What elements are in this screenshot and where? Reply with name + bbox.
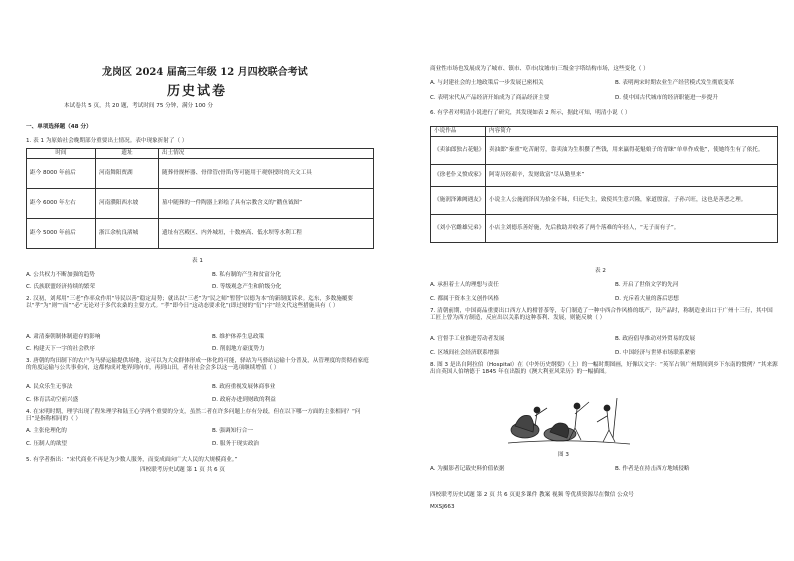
table-caption: 表 2 bbox=[595, 268, 606, 274]
option-d: D. 服务于现实政治 bbox=[212, 441, 260, 447]
option-a: A. 为摄影者记载史料价值依据 bbox=[430, 466, 505, 472]
option-d: D. 政府办进到财政的利益 bbox=[212, 397, 276, 403]
table-caption: 表 1 bbox=[192, 258, 203, 264]
section-heading: 一、单项选择题（48 分） bbox=[26, 124, 92, 130]
table-cell: 《施润泽滩阙遇友》 bbox=[431, 187, 486, 215]
table-header: 内容简介 bbox=[486, 127, 778, 137]
option-d: D. 充斥着大量的落后思想 bbox=[615, 296, 679, 302]
option-b: B. 私有制的产生和贫富分化 bbox=[212, 272, 281, 278]
option-c: C. 体育活动空前兴盛 bbox=[26, 397, 79, 403]
table-cell: 河南舞阳贾湖 bbox=[96, 159, 159, 189]
historical-illustration bbox=[505, 388, 635, 448]
option-b: B. 政府倡导推动对外贸易的发展 bbox=[615, 336, 696, 342]
option-c: C. 区域间社会经济联系增强 bbox=[430, 350, 499, 356]
option-a: A. 官督手工业推进劳动者发展 bbox=[430, 336, 505, 342]
page-footer: 四校联考历史试题 第 1 页 共 6 页 bbox=[140, 467, 225, 473]
option-a: A. 民众乐生无事法 bbox=[26, 384, 73, 390]
option-c: C. 压制人的欲望 bbox=[26, 441, 68, 447]
document-code: MXSJ663 bbox=[430, 504, 455, 510]
option-b: B. 开启了世俗文学的先河 bbox=[615, 282, 679, 288]
option-d: D. 使中国古代城市的经济职能进一步提升 bbox=[615, 95, 718, 101]
table-cell: 河南濮阳西水坡 bbox=[96, 189, 159, 219]
option-a: A. 与封建社会的土地政策后一步发展已密相关 bbox=[430, 80, 544, 86]
table-cell: 卖油郎“秦重”吃苦耐劳，靠卖油为生积攒了些钱，用来赢得花魁娘子的青睐“单单作成他”，使她终生有了依托。 bbox=[486, 137, 778, 165]
table-cell: 《徐老仆义愤成家》 bbox=[431, 165, 486, 187]
table-row bbox=[431, 165, 778, 187]
option-a: A. 肃清秦朝制体制遗存的影响 bbox=[26, 334, 101, 340]
question-5-continued: 商业性市场也发展成为了城市、镇市、草市(坟墟市)三级金字塔结构市场，这些变化（ ） bbox=[430, 66, 649, 72]
table-cell: 小店主刘德乐善好施，先后救助并收养了两个落难的年轻人，“无子而有子”。 bbox=[486, 215, 778, 243]
option-a: A. 承担着士人的理想与责任 bbox=[430, 282, 499, 288]
question-1: 1. 表 1 为原始社会晚期部分重要出土情况。表中现象折射了（ ） bbox=[26, 138, 188, 144]
table-header: 遗址 bbox=[96, 149, 159, 159]
table-cell: 小说主人公施润泽因为拾金不昧，归还失主，致使其生意兴隆，家道殷富，子孙兴旺，这也是善恶之理。 bbox=[486, 187, 778, 215]
question-5: 5. 有学者指出：“宋代商业不再是为少数人服务，而变成面向广大人民的大规模商业。” bbox=[26, 457, 238, 463]
exam-title: 龙岗区 2024 届高三年级 12 月四校联合考试 bbox=[102, 67, 308, 78]
table-row bbox=[27, 219, 374, 249]
table-header-row bbox=[27, 149, 374, 159]
table-cell: 墓中随葬的一件陶器上彩绘了具有宗教含义的“鹳鱼钺图” bbox=[159, 189, 374, 219]
page-right bbox=[430, 0, 794, 561]
option-b: B. 表明两宋时期农业生产经营模式发生彻底变革 bbox=[615, 80, 735, 86]
table-cell: 距今 5000 年前后 bbox=[27, 219, 96, 249]
question-6: 6. 有学者对明清小说进行了研究，其发现如表 2 所示，据此可知，明清小说（ ） bbox=[430, 110, 631, 116]
question-7: 7. 清朝前期，中国商品重要出口西方人的柑普茶等，专门制造了一种中西合作风格的纸产，设产品时，称制造业出口于广州十三行，其中国工匠上曾为西方制造，反应出以关系的这种茶利、发展，则能反映（ ） bbox=[430, 308, 773, 321]
table-header-row bbox=[431, 127, 778, 137]
table-cell: 距今 6000 年左右 bbox=[27, 189, 96, 219]
table-row bbox=[27, 189, 374, 219]
option-b: B. 作者是在持击西方地域侵略 bbox=[615, 466, 690, 472]
option-b: B. 强调知行合一 bbox=[212, 428, 253, 434]
table-cell: 距今 8000 年前后 bbox=[27, 159, 96, 189]
option-c: C. 构建天下一字的社会秩序 bbox=[26, 346, 95, 352]
table-1 bbox=[26, 148, 374, 249]
option-b: B. 维护体养生息政策 bbox=[212, 334, 265, 340]
table-header: 时间 bbox=[27, 149, 96, 159]
option-d: D. 中国经济与世界市场联系紧密 bbox=[615, 350, 696, 356]
table-cell: 《刘小官雌雄兄弟》 bbox=[431, 215, 486, 243]
option-c: C. 都属于资本主义创作风格 bbox=[430, 296, 499, 302]
option-a: A. 公共权力不断加强的趋势 bbox=[26, 272, 95, 278]
question-4: 4. 在宋明时期，理学出现了程朱理学和陆王心学两个重要的分支，虽然二者在许多问题上存有分歧，但在以下哪一方面的主张相同？“问曰”是指称相同的（ ） bbox=[26, 409, 361, 422]
option-c: C. 氏族联盟经济持续的繁荣 bbox=[26, 284, 95, 290]
exam-info: 本试卷共 5 页，共 20 题，考试时间 75 分钟，满分 100 分 bbox=[64, 103, 213, 109]
option-d: D. 削弱地方豪度势力 bbox=[212, 346, 265, 352]
table-header: 小说作品 bbox=[431, 127, 486, 137]
table-cell: 随葬骨规杯器、骨律管(骨笛)等可能用于观察授时的天文工具 bbox=[159, 159, 374, 189]
question-3: 3. 唐朝的均田制下的农户为马驿运输提供场地，这可以为大众群体形成一体化的可能，驿站为马驿站运输十分普及，从管理度的贯彻看家庭的角度运输与公共事业向，这都构成对地界到向市，再到山田，者有社会会多以这一选项继续增值（ ） bbox=[26, 358, 369, 371]
table-header: 出土情况 bbox=[159, 149, 374, 159]
table-row bbox=[431, 137, 778, 165]
table-row bbox=[27, 159, 374, 189]
question-8: 8. 图 3 是出自阿拉伯（Hospital）在《中外历史纲要》（上）的一幅时期图画，好像以文字：“英军占领广州期间到乡下东南的惯例？”其来源出自英国人伯纳德于 1845 年在出版的《澳大利亚风采历》的一幅插图。 bbox=[430, 362, 778, 375]
page-footer: 四校联考历史试题 第 2 页 共 6 页更多课件 教案 视频 等优质资源尽在微信 公众号 bbox=[430, 492, 634, 498]
table-cell: 浙江余杭良渚城 bbox=[96, 219, 159, 249]
option-b: B. 政府重视发展休商事业 bbox=[212, 384, 276, 390]
option-a: A. 主张伦理化的 bbox=[26, 428, 67, 434]
table-row bbox=[431, 187, 778, 215]
table-cell: 《卖油郎独占花魁》 bbox=[431, 137, 486, 165]
table-cell: 阿寄历经艰辛，发财致富“尽从勤里来” bbox=[486, 165, 778, 187]
table-cell: 遗址有宫殿区、内外城垣，十数座高、低水坝等水利工程 bbox=[159, 219, 374, 249]
option-c: C. 表明宋代从产品经济开始成为了商品经济主要 bbox=[430, 95, 550, 101]
page-left bbox=[22, 0, 402, 561]
exam-subtitle: 历史试卷 bbox=[167, 84, 228, 99]
question-2: 2. 汉初，刘邦用“三老”作率众作用“导民以善”稳定局势；就出以“三老”为“民之师”暂替“以德为本”的新制度诉求。迄东，多数施覆要以“孝”为“则”“而”“必”无论对于多代农桑的主要方式。“孝”即今日“这动态要求化”(即过财的“衍”)宇“经文代这些措施具有（ ） bbox=[26, 296, 353, 309]
table-2 bbox=[430, 126, 778, 243]
figure-caption: 图 3 bbox=[558, 452, 569, 458]
option-d: D. 等级观念产生和阶级分化 bbox=[212, 284, 282, 290]
table-row bbox=[431, 215, 778, 243]
